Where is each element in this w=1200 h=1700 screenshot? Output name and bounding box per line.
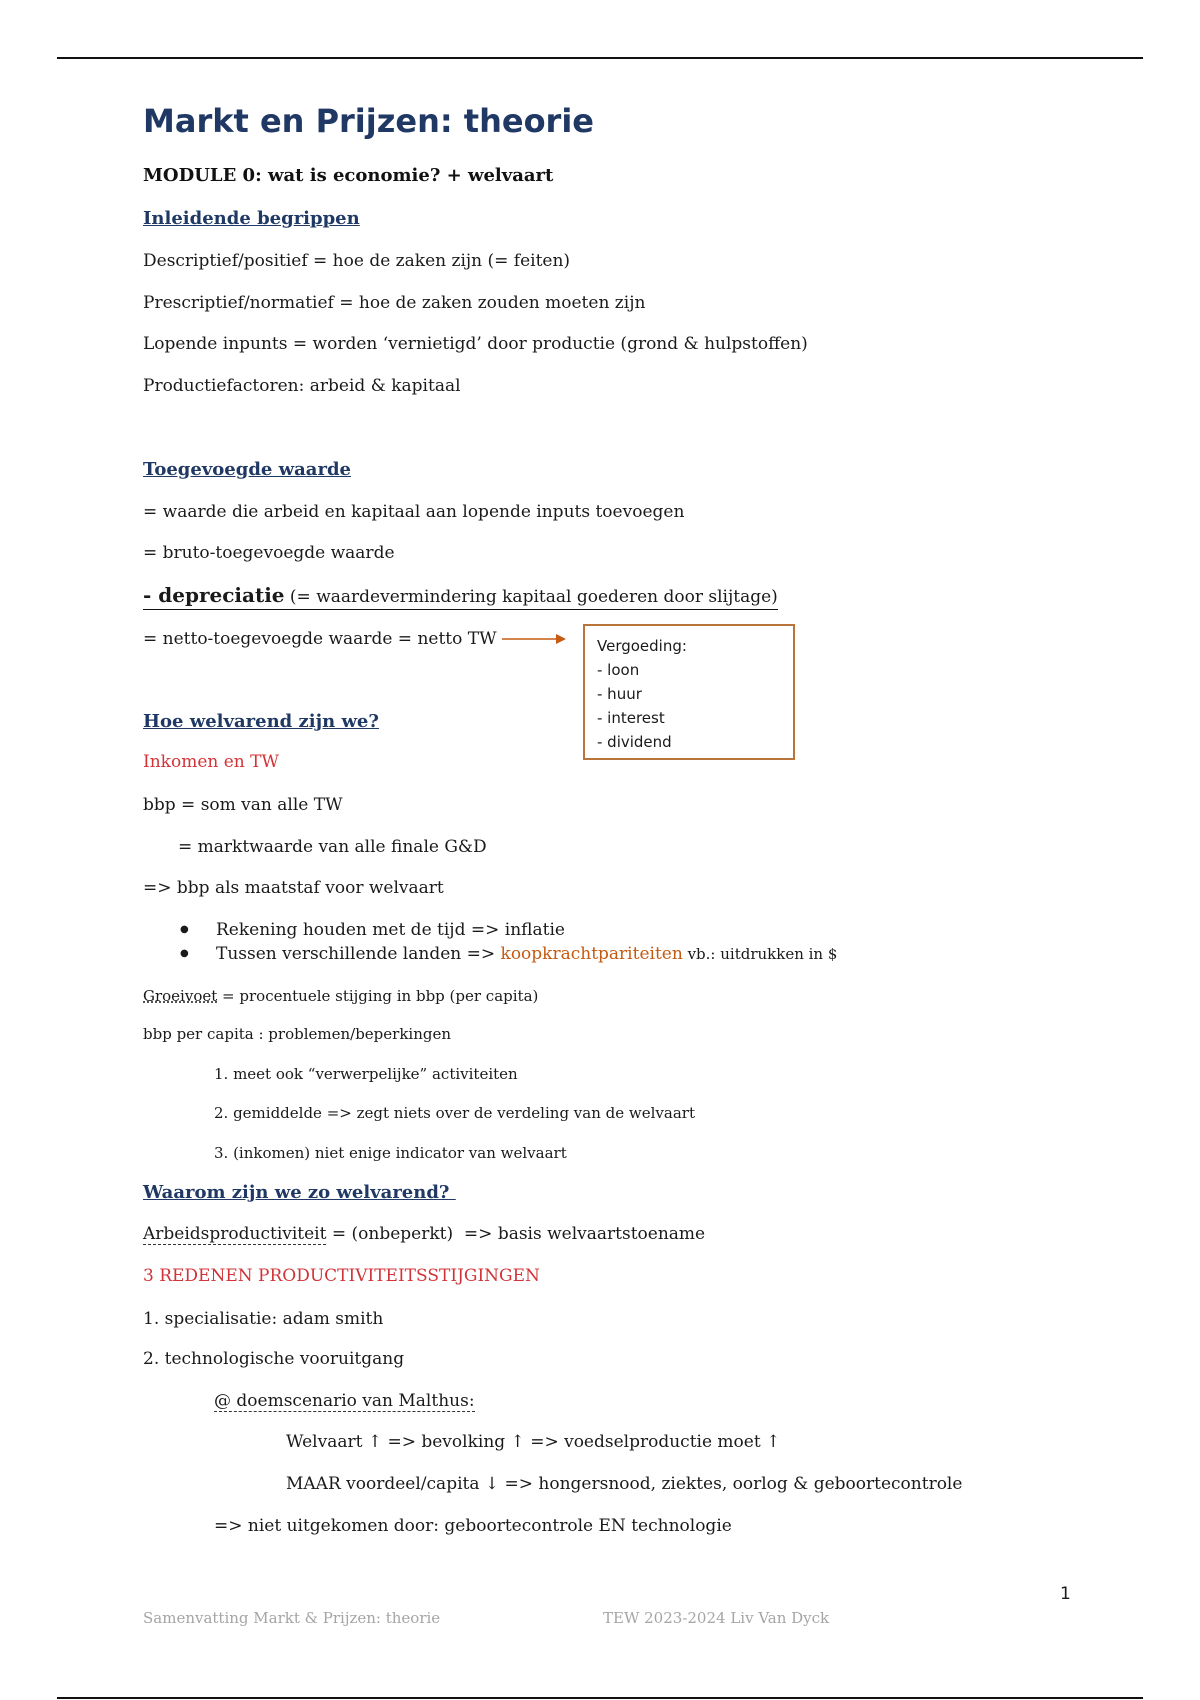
line-arbeidsproductiviteit <box>143 1224 705 1244</box>
numbered-item-2: 2. gemiddelde => zegt niets over de verdeling van de welvaart <box>214 1104 695 1122</box>
vergoeding-box <box>583 624 795 760</box>
line-bruto: = bruto-toegevoegde waarde <box>143 543 395 563</box>
arbeidsproductiviteit-term: Arbeidsproductiviteit <box>143 1224 327 1244</box>
line-specialisatie: 1. specialisatie: adam smith <box>143 1309 384 1329</box>
line-groeivoet <box>143 987 538 1005</box>
line-descriptief: Descriptief/positief = hoe de zaken zijn (= feiten) <box>143 251 571 271</box>
arbeidsproductiviteit-def: = (onbeperkt) => basis welvaartstoename <box>326 1224 706 1244</box>
depreciatie-rest: (= waardevermindering kapitaal goederen door slijtage) <box>284 587 778 607</box>
depreciatie-bold: - depreciatie <box>143 583 285 607</box>
line-lopende-inputs: Lopende inpunts = worden ‘vernietigd’ door productie (grond & hulpstoffen) <box>143 334 808 354</box>
groeivoet-def: = procentuele stijging in bbp (per capita) <box>217 987 539 1005</box>
section-heading-inleidende: Inleidende begrippen <box>143 208 360 229</box>
line-malthus: @ doemscenario van Malthus: <box>214 1391 475 1411</box>
line-waarde: = waarde die arbeid en kapitaal aan lopende inputs toevoegen <box>143 502 685 522</box>
vergoeding-item-loon: - loon <box>597 661 640 679</box>
line-prescriptief: Prescriptief/normatief = hoe de zaken zouden moeten zijn <box>143 293 646 313</box>
vergoeding-item-huur: - huur <box>597 685 642 703</box>
groeivoet-term: Groeivoet <box>143 987 218 1005</box>
footer-left: Samenvatting Markt & Prijzen: theorie <box>143 1609 441 1627</box>
module-title: MODULE 0: wat is economie? + welvaart <box>143 165 554 186</box>
bullet-tussen-a: Tussen verschillende landen => <box>216 944 501 964</box>
page-title: Markt en Prijzen: theorie <box>143 102 594 140</box>
vergoeding-title: Vergoeding: <box>597 637 687 655</box>
koopkrachtpariteiten: koopkrachtpariteiten <box>500 944 683 964</box>
section-heading-hoe-welvarend: Hoe welvarend zijn we? <box>143 711 379 732</box>
subheading-inkomen: Inkomen en TW <box>143 752 279 772</box>
line-redenen: 3 REDENEN PRODUCTIVITEITSSTIJGINGEN <box>143 1266 540 1286</box>
line-bbp-marktwaarde: = marktwaarde van alle finale G&D <box>178 837 487 857</box>
bullet-rekening: Rekening houden met de tijd => inflatie <box>216 920 565 940</box>
line-welvaart: Welvaart ↑ => bevolking ↑ => voedselproductie moet ↑ <box>286 1432 781 1452</box>
arrow-right-icon <box>500 631 570 647</box>
bottom-rule <box>57 1697 1143 1699</box>
bullet-dot-1: ● <box>180 924 189 935</box>
section-heading-toegevoegde-waarde: Toegevoegde waarde <box>143 459 351 480</box>
bullet-dot-2: ● <box>180 948 189 959</box>
vergoeding-item-dividend: - dividend <box>597 733 672 751</box>
bullet-tussen <box>216 944 837 964</box>
vergoeding-item-interest: - interest <box>597 709 665 727</box>
numbered-item-3: 3. (inkomen) niet enige indicator van welvaart <box>214 1144 567 1162</box>
section-heading-waarom: Waarom zijn we zo welvarend? <box>143 1182 456 1203</box>
line-niet-uitgekomen: => niet uitgekomen door: geboortecontrole EN technologie <box>214 1516 732 1536</box>
line-productiefactoren: Productiefactoren: arbeid & kapitaal <box>143 376 461 396</box>
line-problemen: bbp per capita : problemen/beperkingen <box>143 1025 452 1043</box>
page-number: 1 <box>1060 1584 1071 1604</box>
line-netto: = netto-toegevoegde waarde = netto TW <box>143 629 497 649</box>
top-rule <box>57 57 1143 59</box>
numbered-item-1: 1. meet ook “verwerpelijke” activiteiten <box>214 1065 518 1083</box>
line-maar: MAAR voordeel/capita ↓ => hongersnood, ziektes, oorlog & geboortecontrole <box>286 1474 963 1494</box>
line-bbp-som: bbp = som van alle TW <box>143 795 343 815</box>
line-depreciatie <box>143 583 778 610</box>
line-technologische: 2. technologische vooruitgang <box>143 1349 405 1369</box>
footer-right: TEW 2023-2024 Liv Van Dyck <box>603 1609 830 1627</box>
bullet-tussen-c: vb.: uitdrukken in $ <box>682 945 838 963</box>
line-bbp-maatstaf: => bbp als maatstaf voor welvaart <box>143 878 444 898</box>
